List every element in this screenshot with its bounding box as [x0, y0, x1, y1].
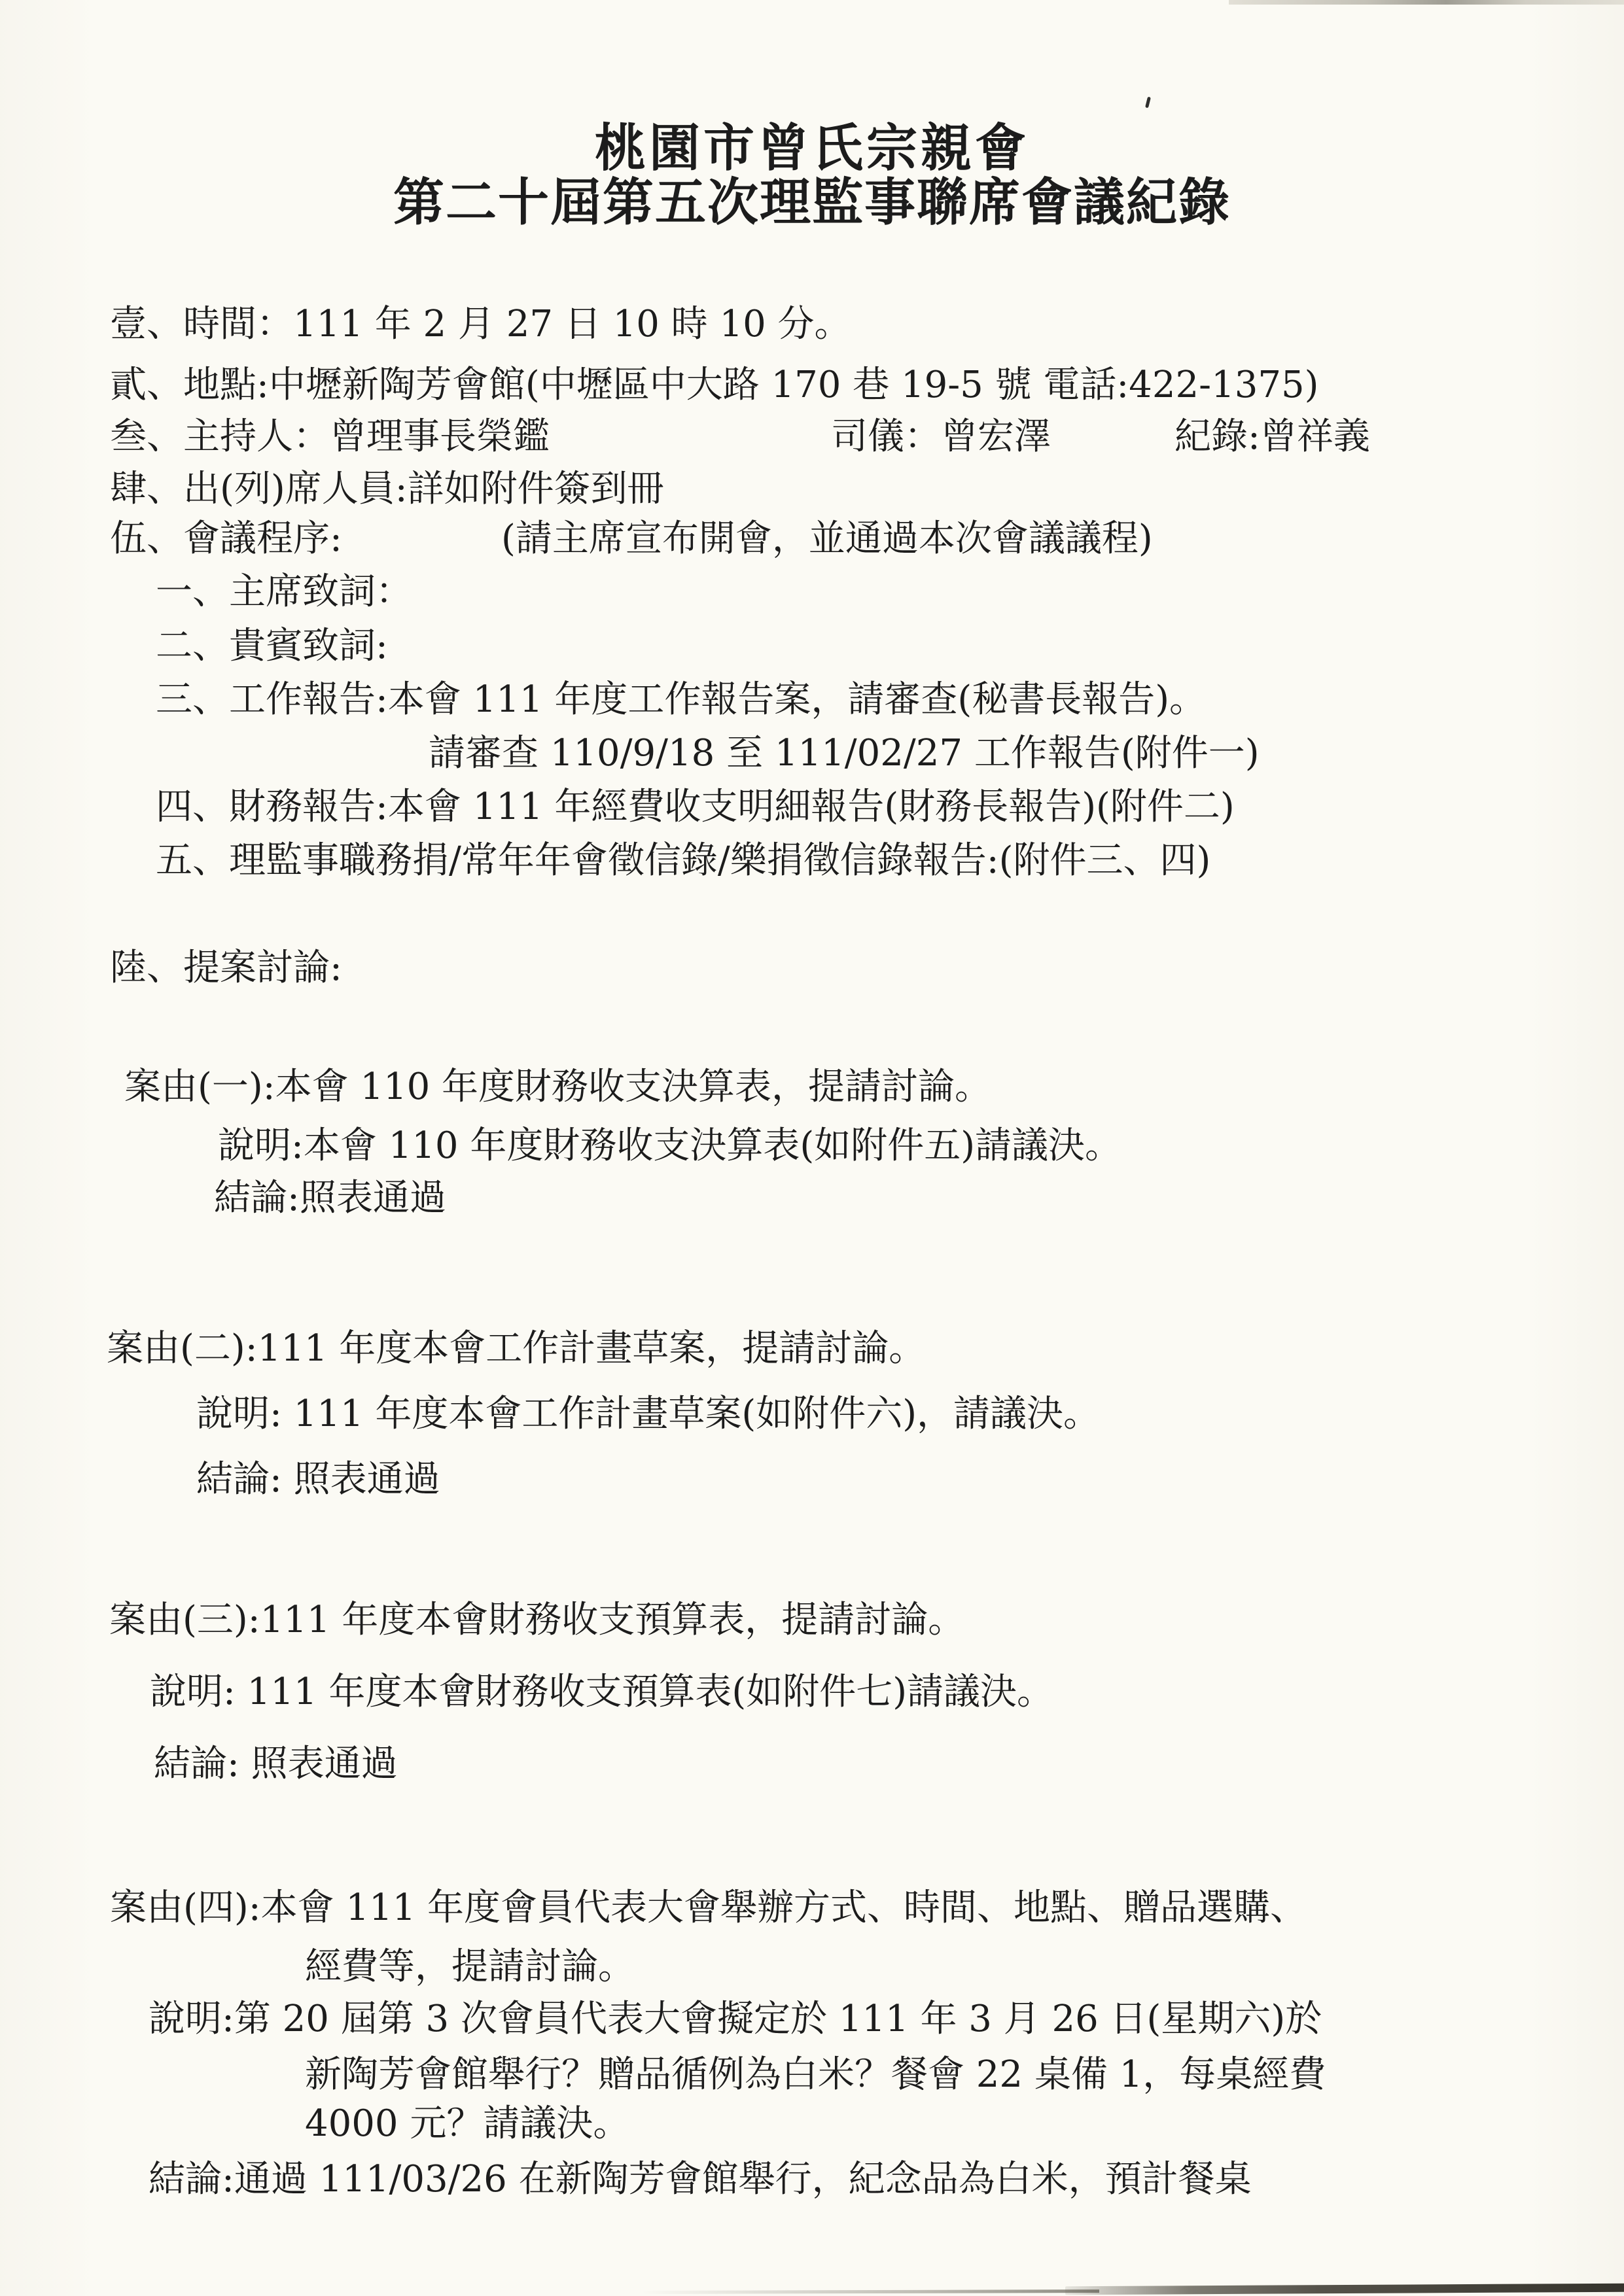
- procedure-label: 伍、會議程序:: [110, 517, 342, 560]
- case3-conclusion-line: 結論: 照表通過: [154, 1743, 398, 1785]
- meeting-attendees-line: 肆、出(列)席人員:詳如附件簽到冊: [110, 468, 664, 510]
- agenda-item-5: 五、理監事職務捐/常年年會徵信錄/樂捐徵信錄報告:(附件三、四): [156, 839, 1211, 882]
- case2-explanation-line: 說明: 111 年度本會工作計畫草案(如附件六)，請議決。: [196, 1393, 1101, 1435]
- meeting-place-line: 貳、地點:中壢新陶芳會館(中壢區中大路 170 巷 19-5 號 電話:422-1375): [110, 364, 1319, 406]
- case3-explanation-line: 說明: 111 年度本會財務收支預算表(如附件七)請議決。: [150, 1671, 1054, 1713]
- agenda-item-1: 一、主席致詞：: [156, 570, 412, 613]
- scan-edge-artifact-bottom-faint: [641, 2289, 1099, 2294]
- procedure-note: (請主席宣布開會，並通過本次會議議程): [501, 517, 1153, 560]
- scan-edge-artifact-bottom: [1065, 2284, 1624, 2295]
- case1-conclusion-line: 結論:照表通過: [214, 1177, 446, 1219]
- case1-subject-line: 案由(一):本會 110 年度財務收支決算表，提請討論。: [124, 1066, 992, 1108]
- stray-ink-mark: [1145, 97, 1151, 109]
- case4-explanation-continuation-1: 新陶芳會館舉行？贈品循例為白米？餐會 22 桌備 1，每桌經費: [305, 2053, 1326, 2096]
- case3-subject-line: 案由(三):111 年度本會財務收支預算表，提請討論。: [109, 1599, 965, 1641]
- meeting-mc: 司儀：曾宏澤: [831, 415, 1051, 458]
- case4-explanation-continuation-2: 4000 元？請議決。: [305, 2102, 630, 2145]
- meeting-chair: 叁、主持人：曾理事長榮鑑: [110, 415, 550, 458]
- agenda-item-2: 二、貴賓致詞:: [156, 625, 388, 667]
- case2-conclusion-line: 結論: 照表通過: [196, 1458, 440, 1501]
- document-title-line2: 第二十屆第五次理監事聯席會議紀錄: [393, 173, 1231, 232]
- case2-subject-line: 案由(二):111 年度本會工作計畫草案，提請討論。: [107, 1327, 926, 1370]
- document-title-line1: 桃園市曾氏宗親會: [594, 118, 1029, 178]
- case4-subject-continuation: 經費等，提請討論。: [305, 1945, 635, 1988]
- agenda-item-4: 四、財務報告:本會 111 年經費收支明細報告(財務長報告)(附件二): [156, 786, 1235, 828]
- case4-explanation-line: 說明:第 20 屆第 3 次會員代表大會擬定於 111 年 3 月 26 日(星期六)於: [149, 1998, 1322, 2040]
- case1-explanation-line: 說明:本會 110 年度財務收支決算表(如附件五)請議決。: [218, 1124, 1122, 1167]
- case4-subject-line: 案由(四):本會 111 年度會員代表大會舉辦方式、時間、地點、贈品選購、: [110, 1887, 1307, 1929]
- agenda-item-3-continuation: 請審查 110/9/18 至 111/02/27 工作報告(附件一): [429, 732, 1260, 774]
- discussion-heading: 陸、提案討論:: [110, 947, 342, 989]
- meeting-recorder: 紀錄:曾祥義: [1174, 415, 1370, 458]
- agenda-item-3: 三、工作報告:本會 111 年度工作報告案，請審查(秘書長報告)。: [156, 678, 1207, 721]
- meeting-time-line: 壹、時間：111 年 2 月 27 日 10 時 10 分。: [110, 303, 851, 345]
- scan-edge-artifact-top: [1229, 0, 1624, 5]
- case4-conclusion-line: 結論:通過 111/03/26 在新陶芳會館舉行，紀念品為白米，預計餐桌: [149, 2158, 1252, 2200]
